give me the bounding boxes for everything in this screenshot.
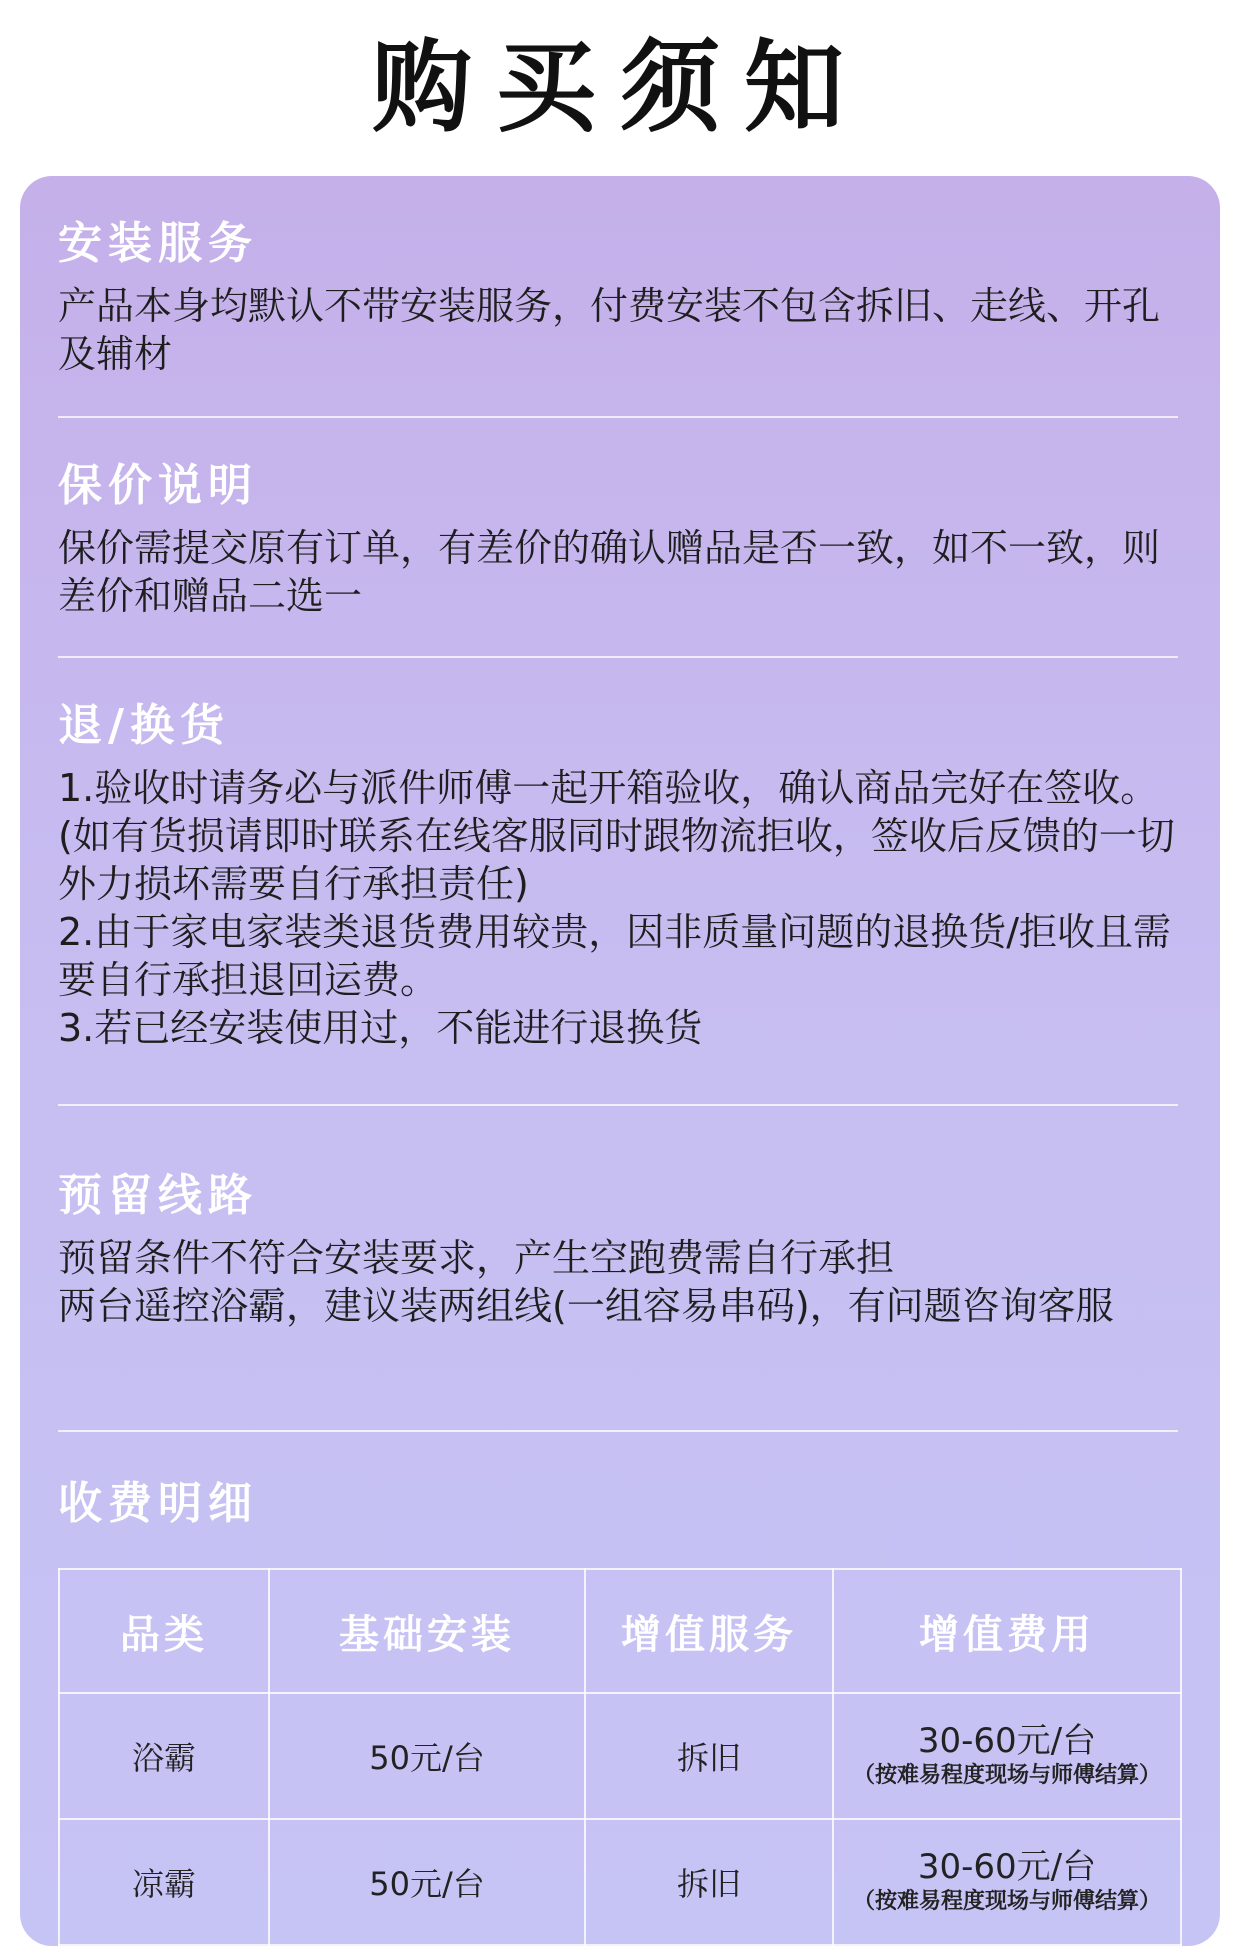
cell-base: 50元/台: [269, 1693, 585, 1819]
divider: [58, 656, 1178, 658]
section-text: 2.由于家电家装类退货费用较贵，因非质量问题的退换货/拒收且需要自行承担退回运费。: [58, 910, 1172, 1002]
cell-service: 拆旧: [585, 1693, 833, 1819]
cell-fee: [833, 1819, 1181, 1945]
section-title: 退/换货: [58, 700, 231, 751]
section-text: 产品本身均默认不带安装服务，付费安装不包含拆旧、走线、开孔及辅材: [58, 284, 1161, 376]
fee-table-header-row: [59, 1569, 1181, 1693]
cell-base: 50元/台: [269, 1819, 585, 1945]
section-fee-details: [58, 1474, 1178, 1534]
divider: [58, 1430, 1178, 1432]
section-reserved-wiring: [58, 1166, 1178, 1330]
section-title: 保价说明: [58, 460, 258, 511]
section-title: 收费明细: [58, 1478, 258, 1529]
section-body: [58, 1234, 1178, 1330]
cell-service: 拆旧: [585, 1819, 833, 1945]
page-title: 购买须知: [372, 29, 868, 146]
section-body: [58, 524, 1178, 620]
header-base-install: 基础安装: [269, 1569, 585, 1693]
fee-note: （按难易程度现场与师傅结算）: [852, 1763, 1161, 1788]
notice-panel: [20, 176, 1220, 1946]
fee-note: （按难易程度现场与师傅结算）: [852, 1889, 1161, 1914]
header-value-fee: 增值费用: [833, 1569, 1181, 1693]
section-text: 预留条件不符合安装要求，产生空跑费需自行承担: [58, 1236, 895, 1280]
section-text: 两台遥控浴霸，建议装两组线(一组容易串码)，有问题咨询客服: [58, 1284, 1114, 1328]
header-value-service: 增值服务: [585, 1569, 833, 1693]
cell-category: 浴霸: [59, 1693, 269, 1819]
section-return-exchange: [58, 696, 1178, 1052]
section-body: [58, 764, 1178, 1052]
fee-amount: 30-60元/台: [917, 1721, 1097, 1761]
section-text: 1.验收时请务必与派件师傅一起开箱验收，确认商品完好在签收。(如有货损请即时联系在线客服同时跟物流拒收，签收后反馈的一切外力损坏需要自行承担责任): [58, 766, 1175, 906]
header-category: 品类: [59, 1569, 269, 1693]
section-price-protection: [58, 456, 1178, 620]
section-title: 预留线路: [58, 1170, 258, 1221]
section-text: 3.若已经安装使用过，不能进行退换货: [58, 1006, 703, 1050]
fee-amount: 30-60元/台: [917, 1847, 1097, 1887]
table-row: [59, 1693, 1181, 1819]
divider: [58, 1104, 1178, 1106]
cell-fee: [833, 1693, 1181, 1819]
section-text: 保价需提交原有订单，有差价的确认赠品是否一致，如不一致，则差价和赠品二选一: [58, 526, 1161, 618]
divider: [58, 416, 1178, 418]
cell-category: 凉霸: [59, 1819, 269, 1945]
table-row: [59, 1819, 1181, 1945]
section-installation: [58, 214, 1178, 378]
fee-table: [58, 1568, 1182, 1946]
section-title: 安装服务: [58, 218, 258, 269]
section-body: [58, 282, 1178, 378]
